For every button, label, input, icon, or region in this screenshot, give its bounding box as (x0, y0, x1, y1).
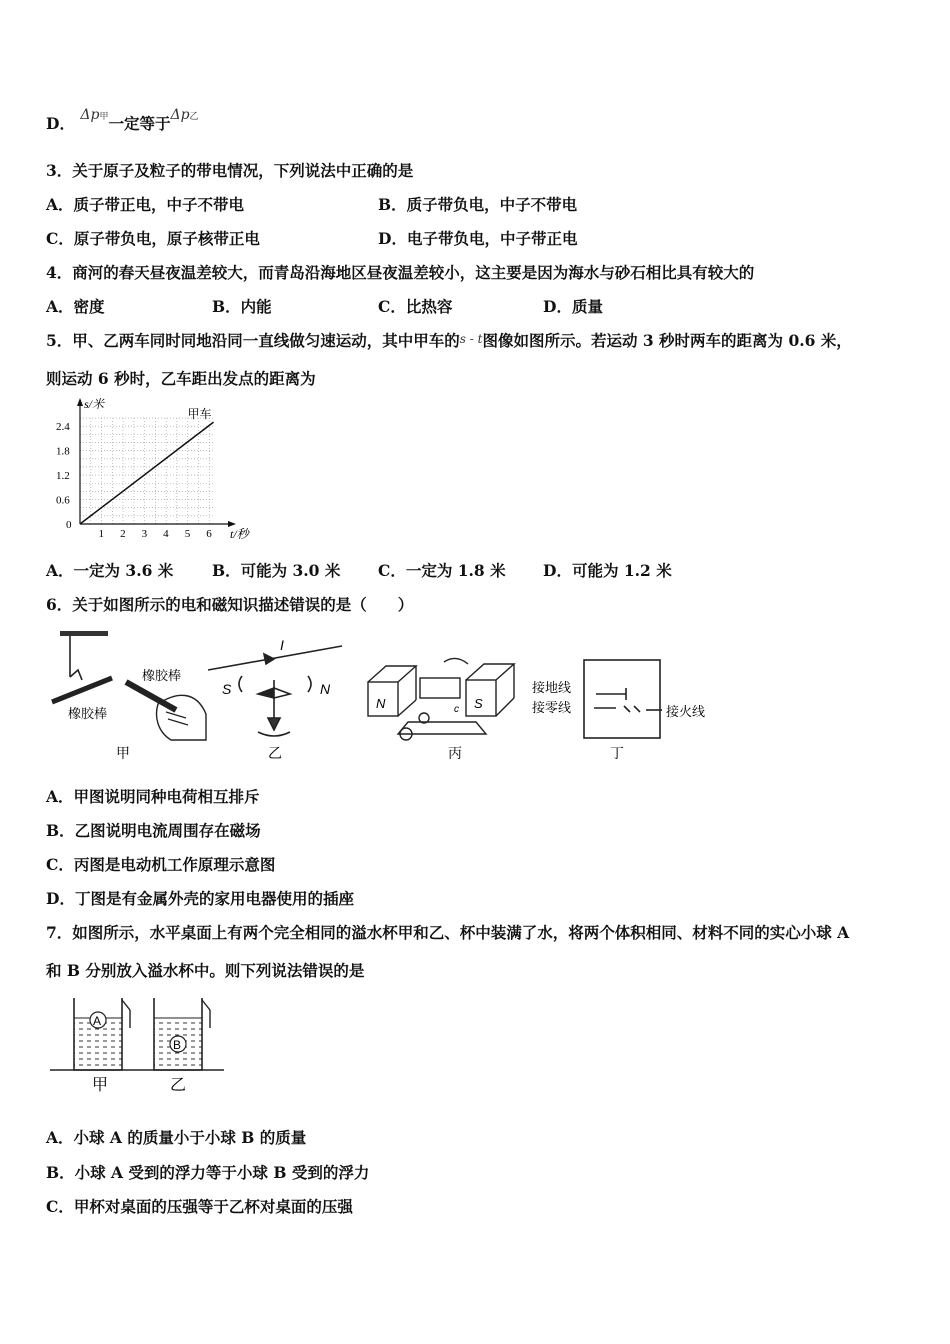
q3-option-b[interactable]: B．质子带负电，中子不带电 (378, 195, 578, 214)
caption-cup-yi: 乙 (170, 1077, 187, 1094)
y-tick-label: 1.8 (56, 445, 70, 458)
caption-ding: 丁 (610, 745, 624, 761)
x-axis-label: t/秒 (230, 527, 249, 541)
x-tick-label: 6 (206, 528, 212, 540)
q7-option-b[interactable]: B．小球 A 受到的浮力等于小球 B 受到的浮力 (46, 1163, 370, 1182)
y-tick-label: 2.4 (56, 421, 70, 434)
q6-option-d[interactable]: D．丁图是有金属外壳的家用电器使用的插座 (46, 889, 354, 908)
q4-option-c[interactable]: C．比热容 (378, 297, 453, 316)
q6-stem: 6．关于如图所示的电和磁知识描述错误的是（ ） (46, 595, 414, 614)
q5-option-a[interactable]: A．一定为 3.6 米 (46, 561, 174, 580)
q5-option-c[interactable]: C．一定为 1.8 米 (378, 561, 506, 580)
q5-stem: 5．甲、乙两车同时同地沿同一直线做匀速运动，其中甲车的s - t图像如图所示。若运动 3 秒时两车的距离为 0.6 米， (46, 331, 852, 350)
rod-label-2: 橡胶棒 (142, 668, 182, 683)
fig-jia (52, 631, 206, 740)
q7-option-c[interactable]: C．甲杯对桌面的压强等于乙杯对桌面的压强 (46, 1197, 353, 1216)
ball-a: A (93, 1014, 102, 1028)
compass-s: S (222, 681, 232, 697)
y-axis-arrow (77, 398, 83, 406)
prev-option-d: D． Δp甲一定等于Δp乙 (46, 107, 199, 133)
x-tick-label: 3 (141, 528, 148, 540)
y-tick-label: 1.2 (56, 470, 70, 483)
current-label: I (280, 637, 284, 653)
x-tick-label: 1 (98, 528, 105, 540)
q3-stem: 3．关于原子及粒子的带电情况，下列说法中正确的是 (46, 161, 414, 180)
q6-option-b[interactable]: B．乙图说明电流周围存在磁场 (46, 821, 261, 840)
rod-label-1: 橡胶棒 (68, 706, 108, 721)
q4-option-d[interactable]: D．质量 (543, 297, 603, 316)
series-line (80, 422, 214, 524)
fig-bing (368, 658, 514, 740)
q6-option-a[interactable]: A．甲图说明同种电荷相互排斥 (46, 787, 260, 806)
compass-n: N (320, 681, 331, 697)
q6-figure (46, 622, 726, 767)
q5-stem-2: 则运动 6 秒时，乙车距出发点的距离为 (46, 369, 316, 388)
q6-option-c[interactable]: C．丙图是电动机工作原理示意图 (46, 855, 276, 874)
q5-option-d[interactable]: D．可能为 1.2 米 (543, 561, 672, 580)
neutral-label: 接零线 (532, 700, 572, 715)
y-tick-label: 0.6 (56, 494, 70, 507)
coil-c: c (454, 704, 459, 715)
x-tick-label: 4 (163, 528, 169, 540)
magnet-s: S (474, 696, 483, 711)
caption-yi: 乙 (268, 745, 282, 761)
q5-option-b[interactable]: B．可能为 3.0 米 (212, 561, 341, 580)
x-tick-label: 5 (184, 528, 191, 540)
q7-stem: 7．如图所示，水平桌面上有两个完全相同的溢水杯甲和乙、杯中装满了水，将两个体积相同、材料不同的实心小球 A (46, 923, 850, 942)
q3-option-a[interactable]: A．质子带正电，中子不带电 (46, 195, 245, 214)
q3-option-c[interactable]: C．原子带负电，原子核带正电 (46, 229, 260, 248)
q7-figure (46, 990, 236, 1100)
st-chart (46, 397, 249, 545)
delta-p-yi: Δp乙 (170, 107, 199, 123)
st-symbol: s - t (459, 332, 483, 346)
q7-stem-2: 和 B 分别放入溢水杯中。则下列说法错误的是 (46, 961, 365, 980)
q7-option-a[interactable]: A．小球 A 的质量小于小球 B 的质量 (46, 1128, 307, 1147)
magnet-n: N (376, 696, 386, 711)
caption-bing: 丙 (448, 745, 462, 761)
delta-p-jia: Δp甲 (80, 107, 109, 123)
ball-b: B (173, 1038, 182, 1052)
live-label: 接火线 (666, 704, 706, 719)
q4-option-a[interactable]: A．密度 (46, 297, 105, 316)
ground-label: 接地线 (532, 680, 572, 695)
x-tick-label: 2 (120, 528, 126, 540)
series-label: 甲车 (187, 407, 212, 422)
q4-option-b[interactable]: B．内能 (212, 297, 272, 316)
y-axis-label: s/米 (84, 397, 105, 411)
q3-option-d[interactable]: D．电子带负电，中子带正电 (378, 229, 578, 248)
caption-jia: 甲 (116, 745, 130, 761)
q4-stem: 4．商河的春天昼夜温差较大，而青岛沿海地区昼夜温差较小，这主要是因为海水与砂石相比具有较大的 (46, 263, 755, 282)
origin-label: 0 (66, 519, 72, 531)
fig-ding (584, 660, 662, 738)
caption-cup-jia: 甲 (92, 1077, 109, 1094)
